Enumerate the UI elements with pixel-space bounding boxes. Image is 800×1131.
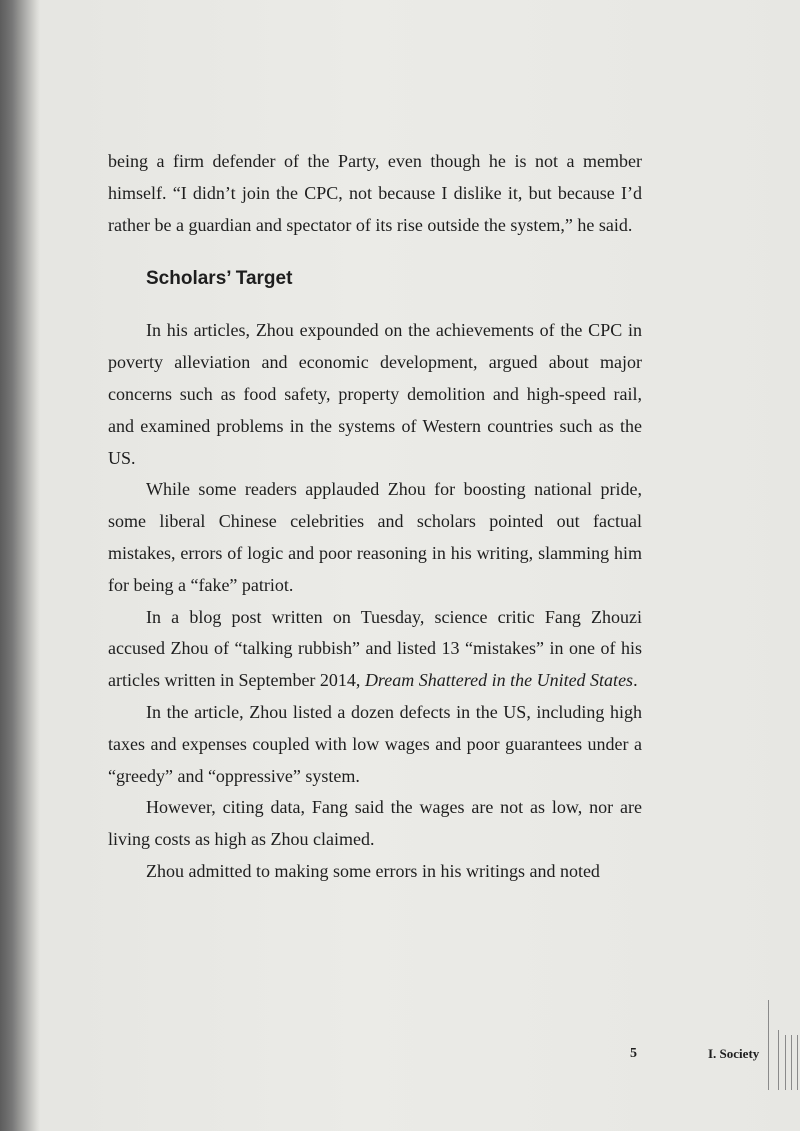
paragraph-wages: However, citing data, Fang said the wages are not as low, nor are living costs as high as Zhou claimed.	[108, 797, 642, 850]
section-heading: Scholars’ Target	[146, 268, 293, 290]
paragraph-achievements: In his articles, Zhou expounded on the achievements of the CPC in poverty alleviation and economic development, argued about major concerns such as food safety, property demolition and high-speed rail, and examined problems in the systems of Western countries such as the US.	[108, 320, 642, 468]
article-title: Dream Shattered in the United States	[364, 670, 634, 691]
paragraph-readers: While some readers applauded Zhou for boosting national pride, some liberal Chinese celebrities and scholars pointed out factual mistakes, errors of logic and poor reasoning in his writing, slamming him for being a “fake” patriot.	[108, 479, 642, 595]
thumb-index-marks	[768, 1000, 800, 1090]
paragraph-continued: being a firm defender of the Party, even though he is not a member himself. “I didn’t join the CPC, not because I dislike it, but because I’d rather be a guardian and spectator of its rise outside the system,” he said.	[108, 151, 642, 235]
paragraph-blog-post	[108, 602, 642, 697]
page-number: 5	[630, 1046, 637, 1061]
blog-post-text: In a blog post written on Tuesday, science critic Fang Zhouzi accused Zhou of “talking rubbish” and listed 13 “mistakes” in one of his articles written in September 2014,	[108, 606, 642, 691]
blog-post-end: .	[633, 670, 638, 691]
paragraph-defects: In the article, Zhou listed a dozen defects in the US, including high taxes and expenses coupled with low wages and poor guarantees under a “greedy” and “oppressive” system.	[108, 701, 642, 786]
paragraph-admitted: Zhou admitted to making some errors in his writings and noted	[146, 860, 600, 881]
book-spine-shadow	[0, 0, 40, 1131]
section-label: I. Society	[708, 1046, 760, 1061]
body-text	[108, 146, 642, 888]
